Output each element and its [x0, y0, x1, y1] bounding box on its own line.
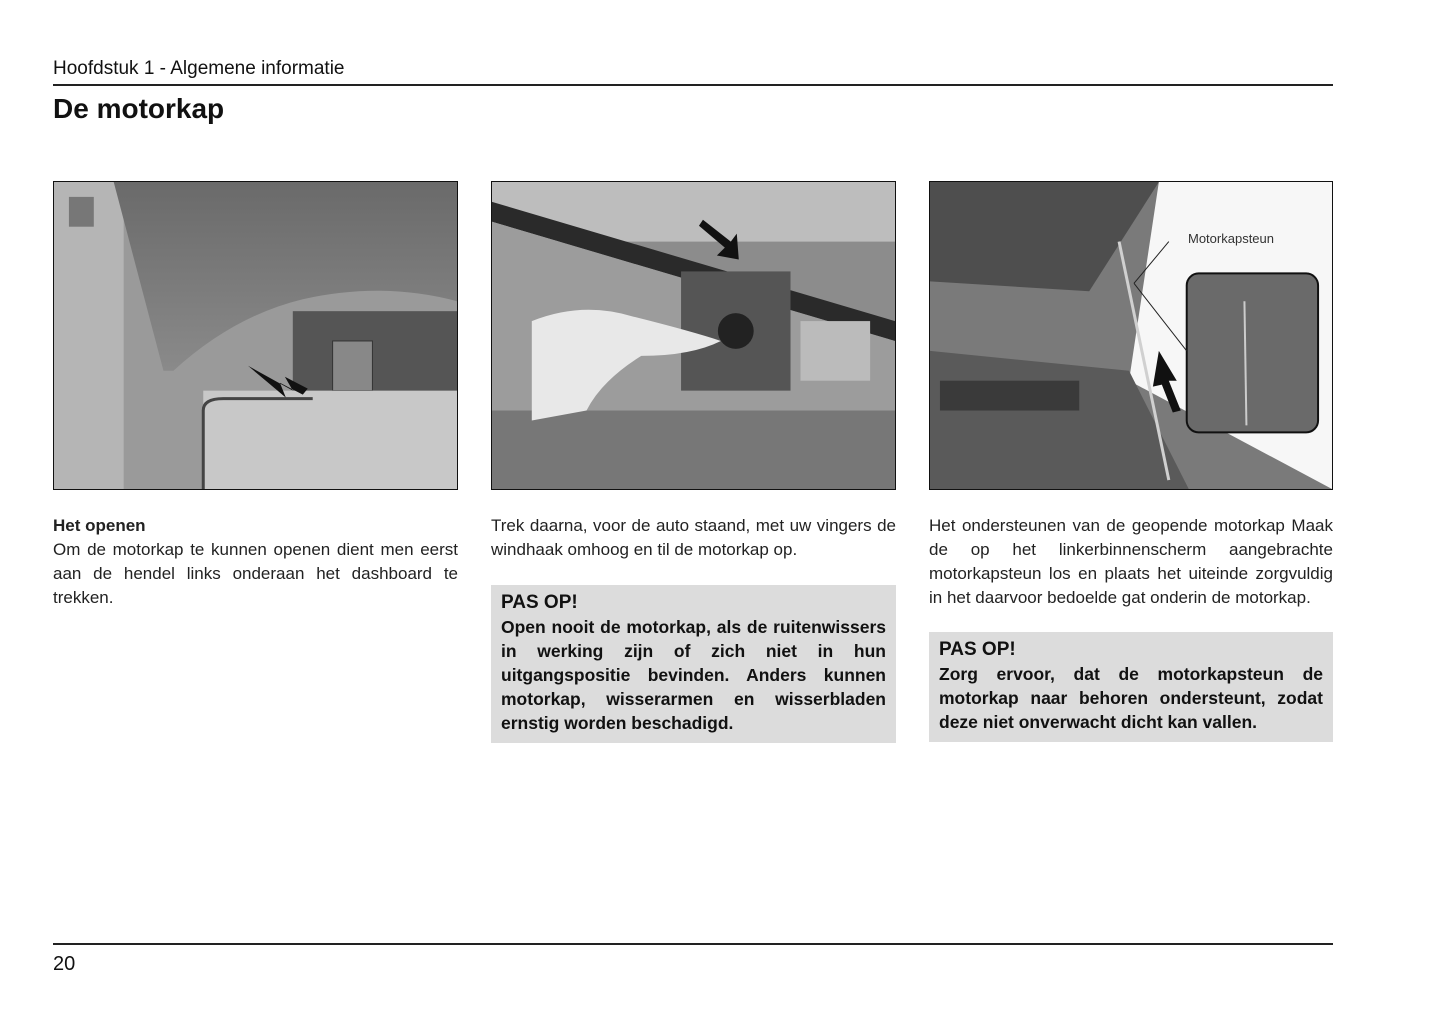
motorkapsteun-label: Motorkapsteun	[1188, 231, 1274, 246]
warning-text: Zorg ervoor, dat de motorkapsteun de motorkap naar behoren ondersteunt, zodat deze niet onverwacht dicht kan vallen.	[939, 664, 1323, 732]
body-text: Om de motorkap te kunnen openen dient men eerst aan de hendel links onderaan het dashboard te trekken.	[53, 540, 458, 607]
body-text: Het ondersteunen van de geopende motorkap Maak de op het linkerbinnenscherm aangebrachte motorkapsteun los en plaats het uiteinde zorgvuldig in het daarvoor bedoelde gat onderin de motorkap.	[929, 516, 1333, 607]
warning-box	[491, 585, 896, 743]
windhaak-photo	[491, 181, 896, 490]
section-heading: Het openen	[53, 516, 146, 535]
page-title: De motorkap	[53, 93, 225, 124]
chapter-header: Hoofdstuk 1 - Algemene informatie	[53, 58, 345, 79]
motorkapsteun-photo	[929, 181, 1333, 490]
column-middle	[491, 514, 896, 743]
warning-title: PAS OP!	[501, 592, 578, 613]
header-divider	[53, 84, 1333, 86]
column-left	[53, 514, 458, 610]
column-right	[929, 514, 1333, 742]
warning-title: PAS OP!	[939, 639, 1016, 660]
dashboard-lever-photo	[53, 181, 458, 490]
warning-box	[929, 632, 1333, 742]
footer-divider	[53, 943, 1333, 945]
page-number: 20	[53, 953, 76, 975]
body-text: Trek daarna, voor de auto staand, met uw vingers de windhaak omhoog en til de motorkap op.	[491, 516, 896, 559]
warning-text: Open nooit de motorkap, als de ruitenwissers in werking zijn of zich niet in hun uitgangspositie bevinden. Anders kunnen motorkap, wisserarmen en wisserbladen ernstig worden beschadigd.	[501, 617, 886, 733]
